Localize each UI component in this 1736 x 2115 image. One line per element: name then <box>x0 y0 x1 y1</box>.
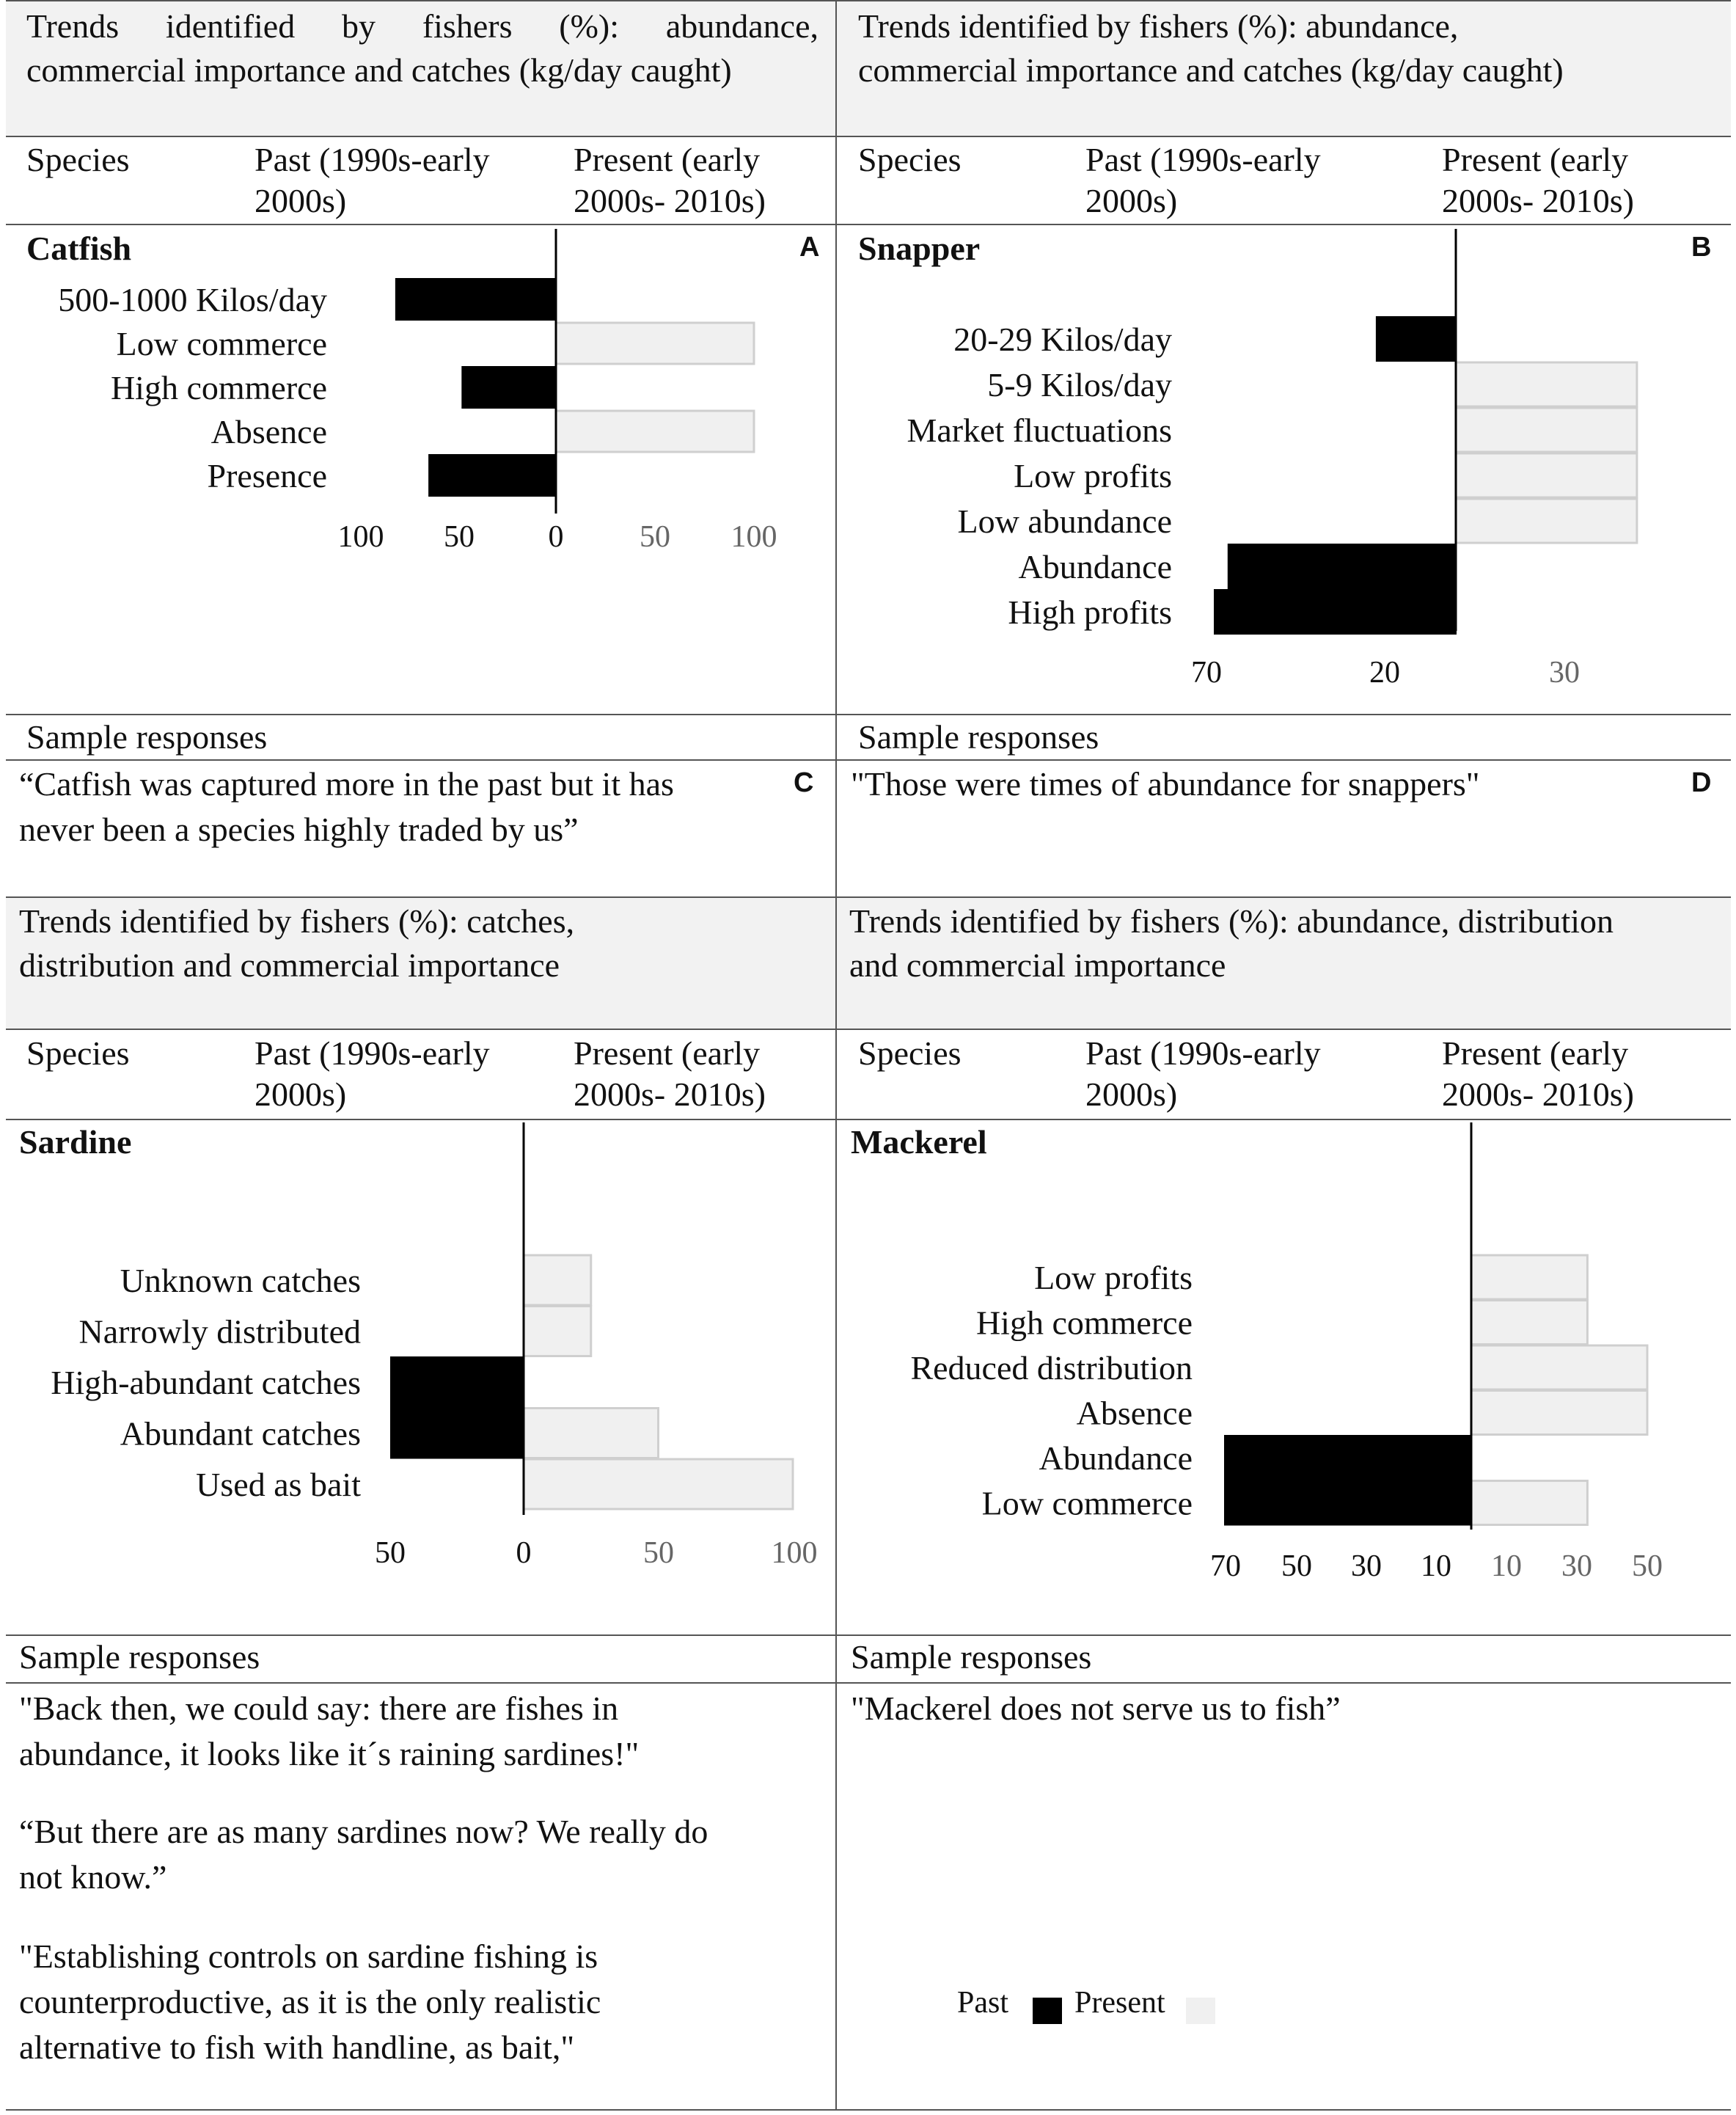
bar-present <box>524 1409 659 1458</box>
bar-past <box>391 1409 524 1458</box>
tick-label: 50 <box>640 520 670 554</box>
quote-line: alternative to fish with handline, as bait," <box>19 2028 575 2066</box>
title-line: and commercial importance <box>849 946 1226 984</box>
category-label: Absence <box>210 413 327 450</box>
category-label: 20-29 Kilos/day <box>953 321 1172 358</box>
sample-responses-label: Sample responses <box>858 718 1099 756</box>
category-label: Presence <box>207 457 327 494</box>
title-line: Trends identified by fishers (%): abundance, distribution <box>849 902 1614 940</box>
bar-present <box>556 411 754 452</box>
bar-present <box>1471 1301 1587 1345</box>
sample-responses-label: Sample responses <box>851 1638 1092 1676</box>
tick-label: 50 <box>444 520 475 554</box>
category-label: Low profits <box>1014 457 1172 494</box>
tick-label: 50 <box>375 1536 406 1570</box>
legend-present-swatch <box>1186 1998 1215 2024</box>
legend-past-swatch <box>1033 1998 1062 2024</box>
panel-letter: A <box>799 232 820 263</box>
bar-past <box>1225 1436 1471 1480</box>
bar-past <box>391 1357 524 1407</box>
col-present: Present (early 2000s- 2010s) <box>574 141 766 219</box>
title-line: Trends identified by fishers (%): abundance, <box>26 7 818 45</box>
category-label: Narrowly distributed <box>78 1312 361 1351</box>
bar-present <box>524 1459 793 1509</box>
bar-present <box>1471 1391 1647 1435</box>
species-name: Catfish <box>26 230 132 267</box>
tick-label: 100 <box>337 520 384 554</box>
col-species: Species <box>26 141 130 178</box>
category-label: High profits <box>1008 593 1172 631</box>
col-species: Species <box>858 1034 962 1072</box>
category-label: Abundance <box>1039 1439 1193 1477</box>
bar-present <box>1456 408 1637 452</box>
tick-label: 30 <box>1351 1549 1382 1583</box>
category-label: Unknown catches <box>120 1262 361 1299</box>
quote-line: abundance, it looks like it´s raining sardines!" <box>19 1735 640 1772</box>
title-line: commercial importance and catches (kg/day caught) <box>858 51 1564 89</box>
bar-past <box>1377 317 1456 361</box>
bar-past <box>1228 544 1456 588</box>
title-line: distribution and commercial importance <box>19 946 560 984</box>
category-label: High commerce <box>975 1304 1193 1342</box>
tick-label: 50 <box>643 1536 674 1570</box>
category-label: Low commerce <box>116 325 327 362</box>
col-past: Past (1990s-early 2000s) <box>1085 1034 1321 1113</box>
category-label: Market fluctuations <box>907 412 1172 449</box>
tick-label: 0 <box>516 1536 532 1570</box>
species-name: Mackerel <box>851 1123 987 1161</box>
panel-letter: B <box>1691 232 1712 263</box>
bar-present <box>1456 362 1637 406</box>
quote-mackerel <box>851 1686 1687 1731</box>
col-present: Present (early 2000s- 2010s) <box>574 1034 766 1113</box>
quote-line: never been a species highly traded by us” <box>19 811 579 848</box>
col-past: Past (1990s-early 2000s) <box>254 141 490 219</box>
bar-present <box>556 323 754 364</box>
title-line: Trends identified by fishers (%): abundance, <box>858 7 1459 45</box>
bar-present <box>1471 1345 1647 1389</box>
bar-past <box>1225 1481 1471 1525</box>
quote-line: counterproductive, as it is the only realistic <box>19 1983 601 2020</box>
quote-line: "Back then, we could say: there are fishes in <box>19 1690 619 1727</box>
category-label: Absence <box>1076 1394 1193 1432</box>
tick-label: 70 <box>1191 656 1222 690</box>
col-species: Species <box>858 141 962 178</box>
bar-present <box>524 1255 591 1305</box>
tick-label: 100 <box>730 520 777 554</box>
quote-snapper <box>851 761 1687 807</box>
quote-line: "Those were times of abundance for snappers" <box>851 765 1480 803</box>
title-line: commercial importance and catches (kg/day caught) <box>26 51 732 89</box>
quote-sardine-1 <box>19 1686 826 1777</box>
category-label: 5-9 Kilos/day <box>987 366 1172 403</box>
sample-responses-label: Sample responses <box>26 718 268 756</box>
tick-label: 20 <box>1369 656 1400 690</box>
tick-label: 10 <box>1491 1549 1522 1583</box>
tick-label: 50 <box>1632 1549 1663 1583</box>
tick-label: 50 <box>1281 1549 1312 1583</box>
col-past: Past (1990s-early 2000s) <box>254 1034 490 1113</box>
bar-present <box>524 1307 591 1356</box>
quote-line: not know.” <box>19 1858 167 1896</box>
bar-present <box>1471 1481 1587 1525</box>
tick-label: 30 <box>1561 1549 1592 1583</box>
category-label: Used as bait <box>196 1466 361 1503</box>
col-species: Species <box>26 1034 130 1072</box>
tick-label: 100 <box>771 1536 818 1570</box>
species-name: Snapper <box>858 230 981 267</box>
legend-past-label: Past <box>957 1986 1009 2020</box>
tick-label: 30 <box>1549 656 1580 690</box>
quote-line: "Mackerel does not serve us to fish” <box>851 1690 1341 1727</box>
title-line: Trends identified by fishers (%): catches, <box>19 902 575 940</box>
sample-responses-label: Sample responses <box>19 1638 260 1676</box>
quote-line: "Establishing controls on sardine fishing is <box>19 1937 598 1975</box>
bar-present <box>1471 1255 1587 1299</box>
quote-sardine-2 <box>19 1809 826 1900</box>
category-label: Low abundance <box>957 503 1172 540</box>
category-label: Abundant catches <box>120 1414 361 1453</box>
category-label: High commerce <box>110 369 327 406</box>
bar-past <box>429 455 556 496</box>
panel-letter: D <box>1691 767 1712 798</box>
category-label: Abundance <box>1018 548 1172 585</box>
quote-line: “But there are as many sardines now? We really do <box>19 1813 708 1850</box>
category-label: Reduced distribution <box>910 1349 1193 1387</box>
col-present: Present (early 2000s- 2010s) <box>1442 141 1634 219</box>
tick-label: 10 <box>1421 1549 1451 1583</box>
legend-present-label: Present <box>1074 1986 1165 2020</box>
panel-letter: C <box>794 767 814 798</box>
category-label: High-abundant catches <box>51 1364 361 1401</box>
col-past: Past (1990s-early 2000s) <box>1085 141 1321 219</box>
species-name: Sardine <box>19 1123 132 1161</box>
bar-past <box>1215 590 1456 634</box>
category-label: Low profits <box>1034 1259 1193 1296</box>
quote-sardine-3 <box>19 1934 826 2070</box>
bar-present <box>1456 453 1637 497</box>
bar-past <box>462 367 556 408</box>
bar-past <box>396 279 556 320</box>
bar-present <box>1456 499 1637 543</box>
tick-label: 0 <box>548 520 564 554</box>
category-label: 500-1000 Kilos/day <box>58 281 327 318</box>
quote-catfish <box>19 761 796 852</box>
tick-label: 70 <box>1210 1549 1241 1583</box>
category-label: Low commerce <box>981 1484 1193 1522</box>
quote-line: “Catfish was captured more in the past but it has <box>19 765 674 803</box>
col-present: Present (early 2000s- 2010s) <box>1442 1034 1634 1113</box>
